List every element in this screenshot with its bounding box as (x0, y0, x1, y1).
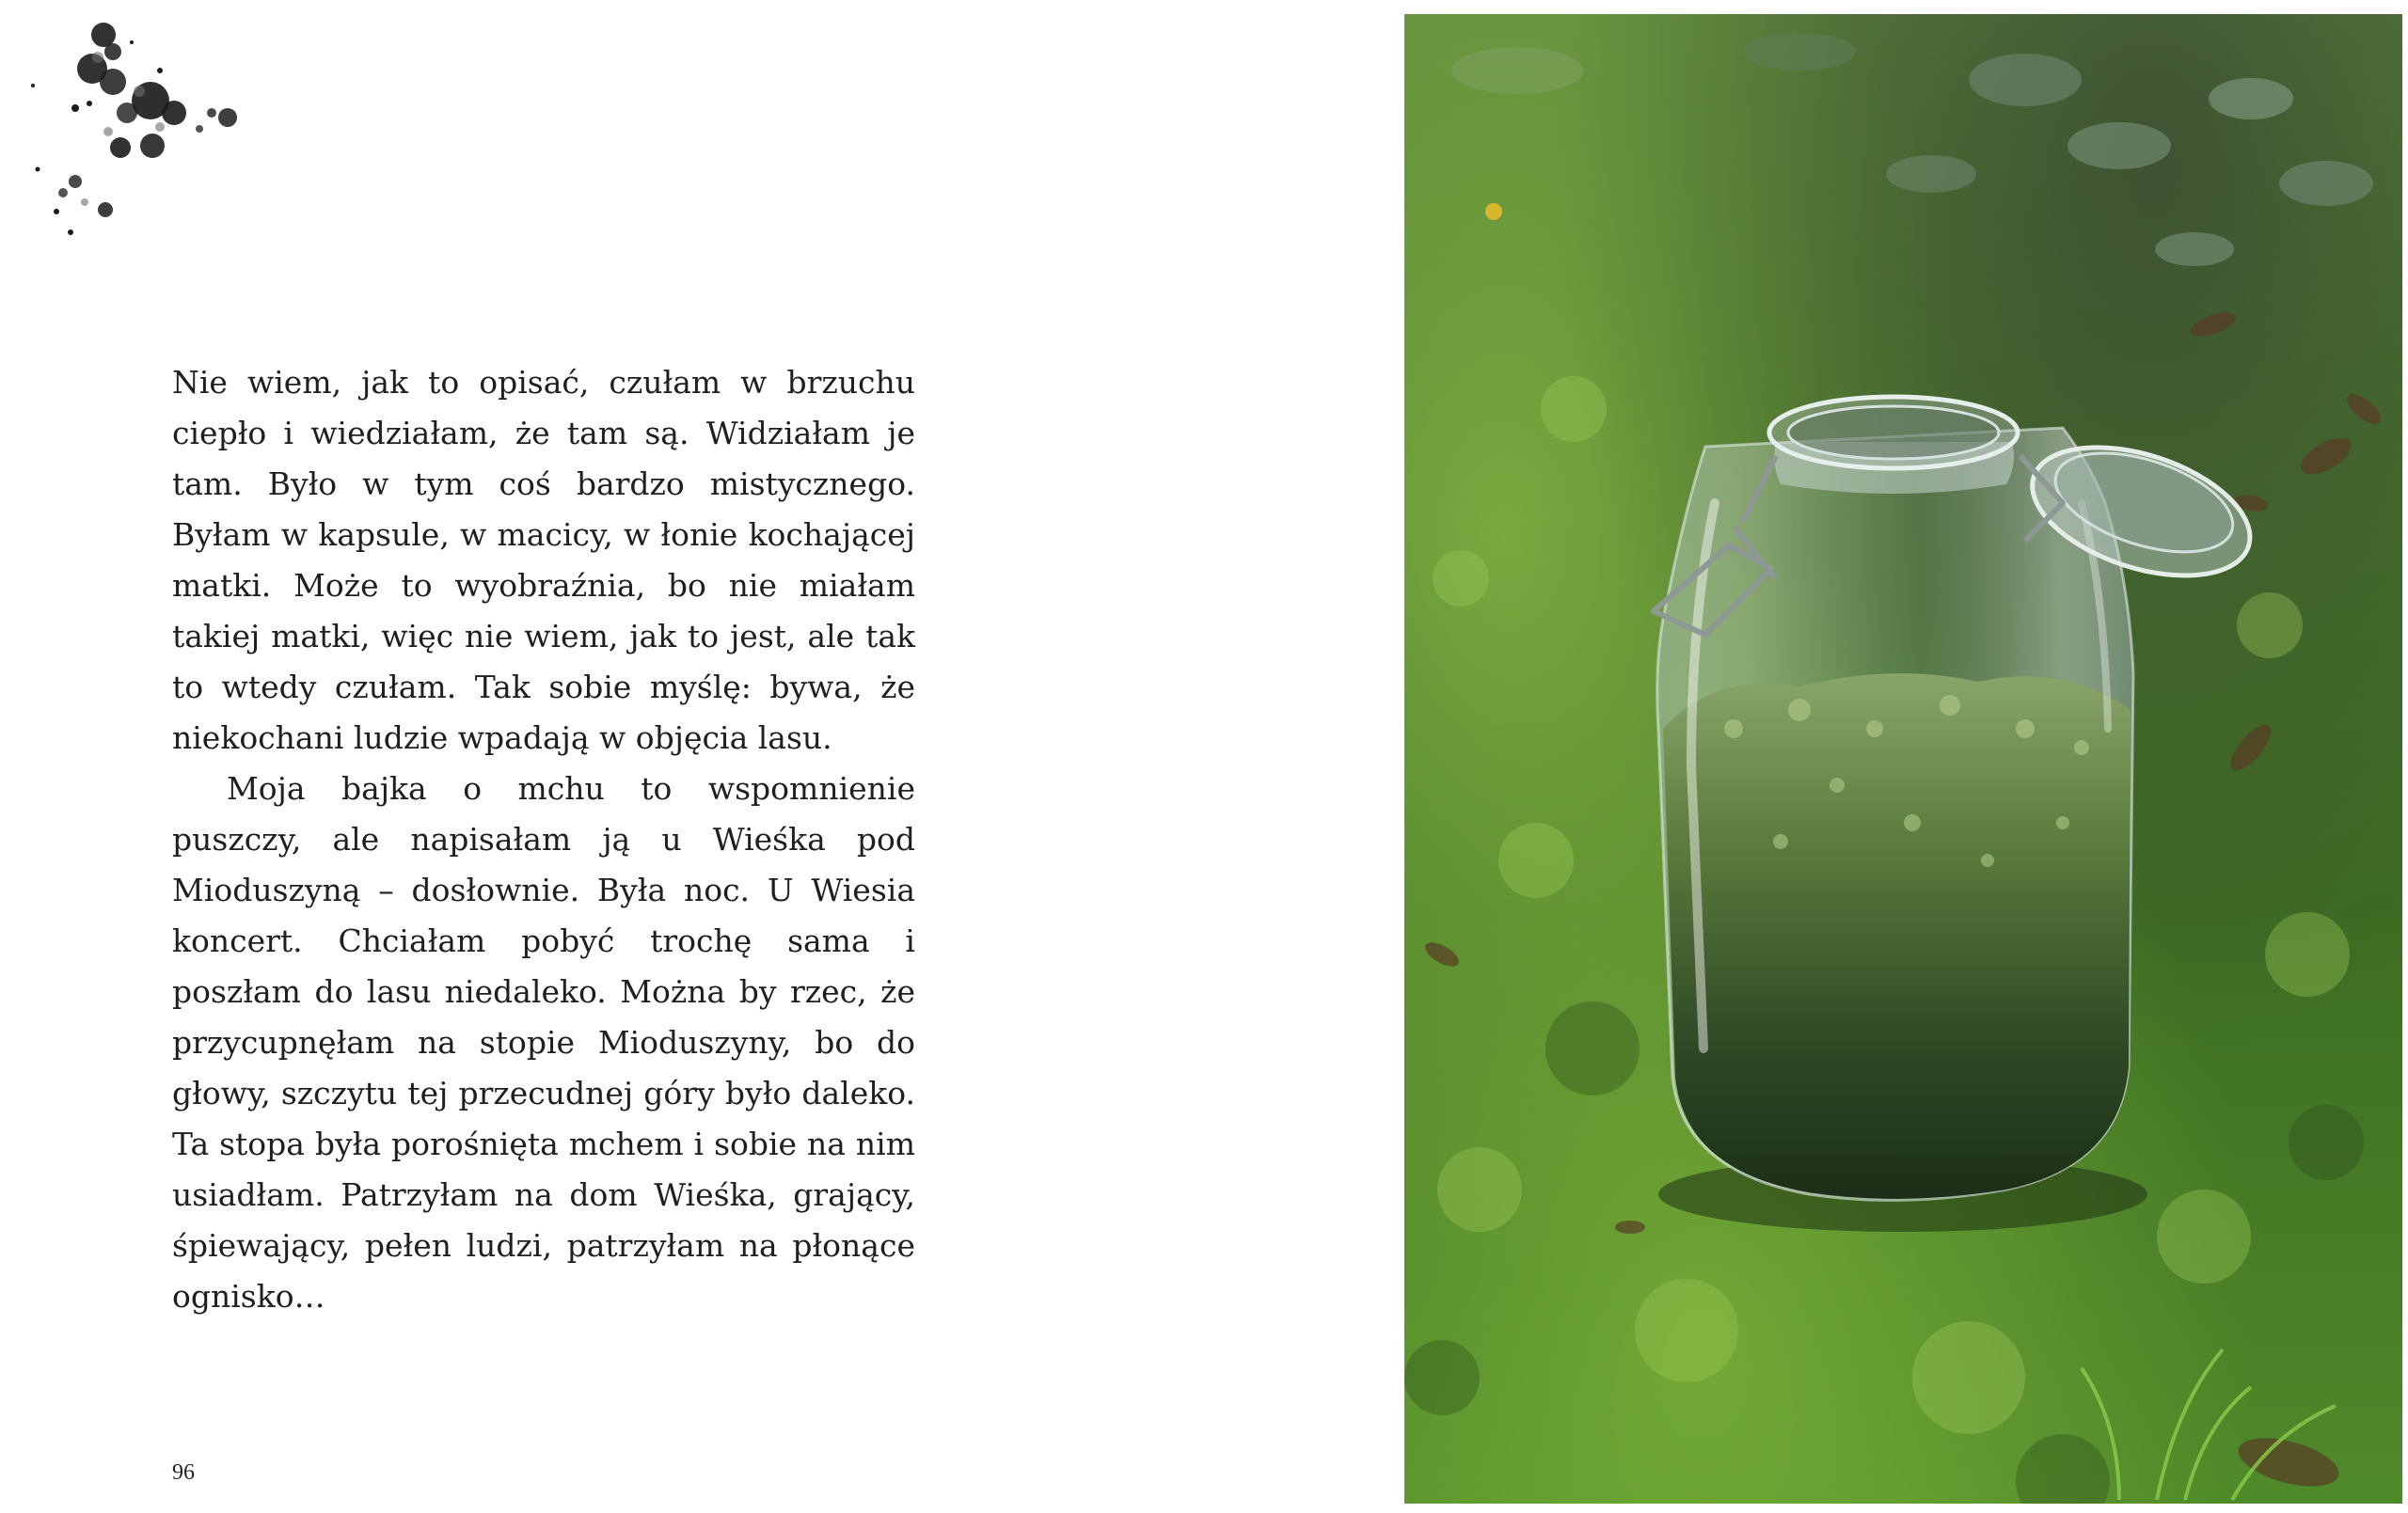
body-text (172, 357, 915, 1322)
page-number: 96 (172, 1460, 195, 1485)
paragraph-2: Moja bajka o mchu to wspomnienie puszczy, ale napisałam ją u Wieśka pod Mioduszyną – dosłownie. Była noc. U Wiesia koncert. Chciałam pobyć trochę sama i poszłam do lasu niedaleko. Można by rzec, że przycupnęłam na stopie Mioduszyny, bo do głowy, szczytu tej przecudnej góry było daleko. Ta stopa była porośnięta mchem i sobie na nim usiadłam. Patrzyłam na dom Wieśka, grający, śpiewający, pełen ludzi, patrzyłam na płonące ognisko… (172, 770, 915, 1315)
paragraph-1: Nie wiem, jak to opisać, czułam w brzuchu ciepło i wiedziałam, że tam są. Widziałam je tam. Było w tym coś bardzo mistycznego. Byłam w kapsule, w macicy, w łonie kochającej matki. Może to wyobraźnia, bo nie miałam takiej matki, więc nie wiem, jak to jest, ale tak to wtedy czułam. Tak sobie myślę: bywa, że niekochani ludzie wpadają w objęcia lasu. (172, 364, 915, 756)
moss-jar-photo (1404, 14, 2402, 1504)
ink-splatter-decoration (19, 14, 245, 259)
